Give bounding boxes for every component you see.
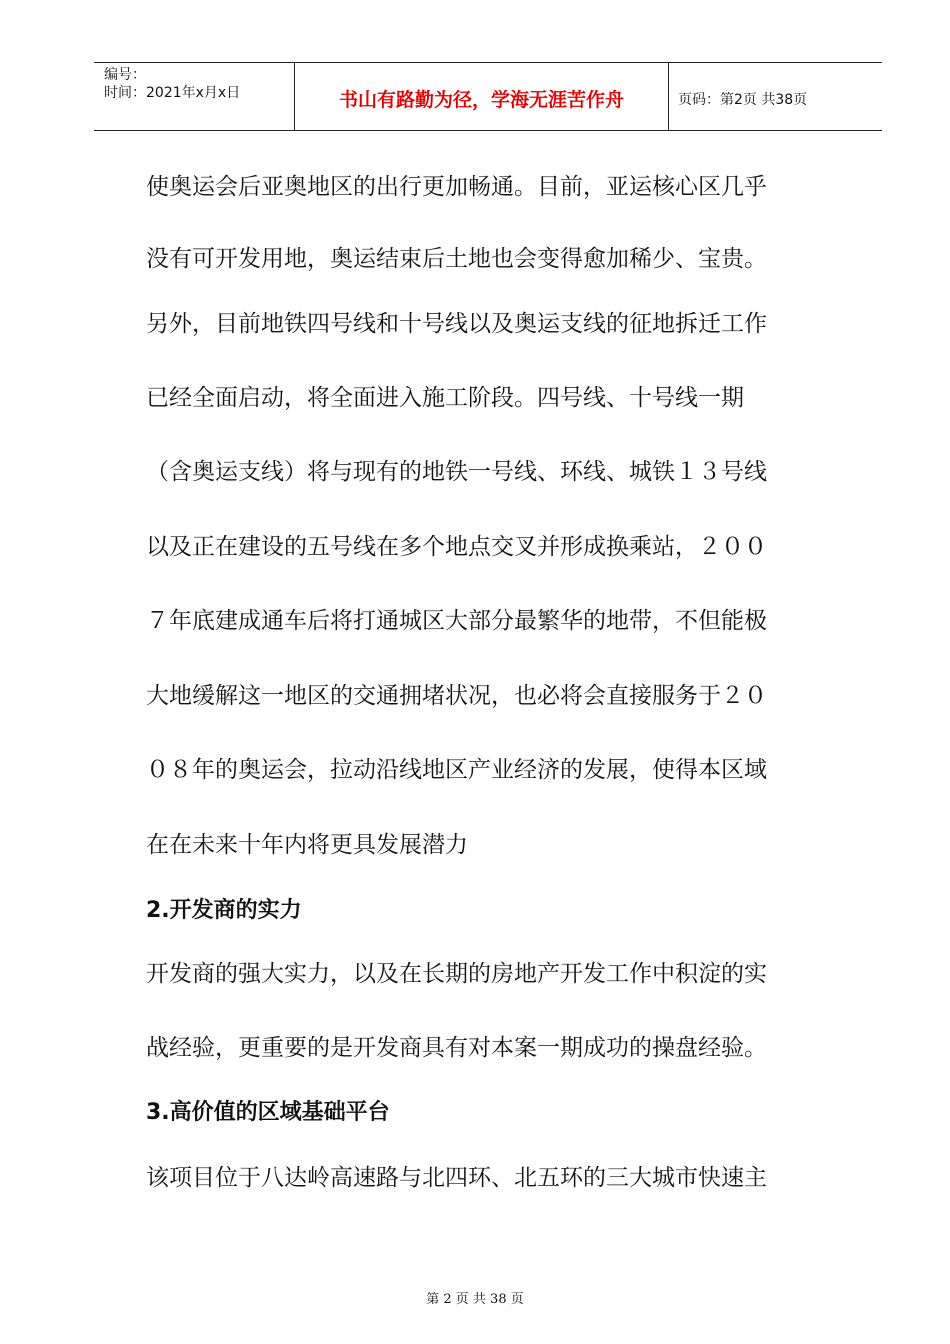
- body-line: 已经全面启动，将全面进入施工阶段。四号线、十号线一期: [146, 385, 744, 411]
- page-footer: 第 2 页 共 38 页: [426, 1292, 524, 1307]
- body-line: 另外，目前地铁四号线和十号线以及奥运支线的征地拆迁工作: [146, 311, 767, 337]
- document-number-label: 编号：: [104, 67, 146, 83]
- section3-line: 该项目位于八达岭高速路与北四环、北五环的三大城市快速主: [146, 1165, 767, 1191]
- section2-line: 战经验，更重要的是开发商具有对本案一期成功的操盘经验。: [146, 1035, 767, 1061]
- header-motto: 书山有路勤为径，学海无涯苦作舟: [338, 89, 624, 111]
- header-motto-cell: [294, 63, 669, 130]
- body-line: （含奥运支线）将与现有的地铁一号线、环线、城铁１３号线: [146, 459, 767, 485]
- body-line: ７年底建成通车后将打通城区大部分最繁华的地带，不但能极: [146, 608, 767, 634]
- body-line: 以及正在建设的五号线在多个地点交叉并形成换乘站，２００: [146, 534, 767, 560]
- header-page-info: 页码：第2页 共38页: [678, 92, 808, 108]
- body-line: 使奥运会后亚奥地区的出行更加畅通。目前，亚运核心区几乎: [146, 174, 767, 200]
- body-line: 没有可开发用地，奥运结束后土地也会变得愈加稀少、宝贵。: [146, 246, 767, 272]
- section-heading-regional-platform: 3.高价值的区域基础平台: [146, 1100, 390, 1125]
- header-meta-cell: [94, 63, 294, 130]
- section-heading-developer-strength: 2.开发商的实力: [146, 898, 302, 923]
- body-line: 大地缓解这一地区的交通拥堵状况，也必将会直接服务于２０: [146, 683, 767, 709]
- body-line: 在在未来十年内将更具发展潜力: [146, 832, 468, 858]
- body-line: ０８年的奥运会，拉动沿线地区产业经济的发展，使得本区域: [146, 757, 767, 783]
- page-header: [94, 62, 882, 131]
- document-time-label: 时间：2021年x月x日: [104, 85, 241, 101]
- section2-line: 开发商的强大实力，以及在长期的房地产开发工作中积淀的实: [146, 961, 767, 987]
- header-page-cell: [668, 63, 882, 130]
